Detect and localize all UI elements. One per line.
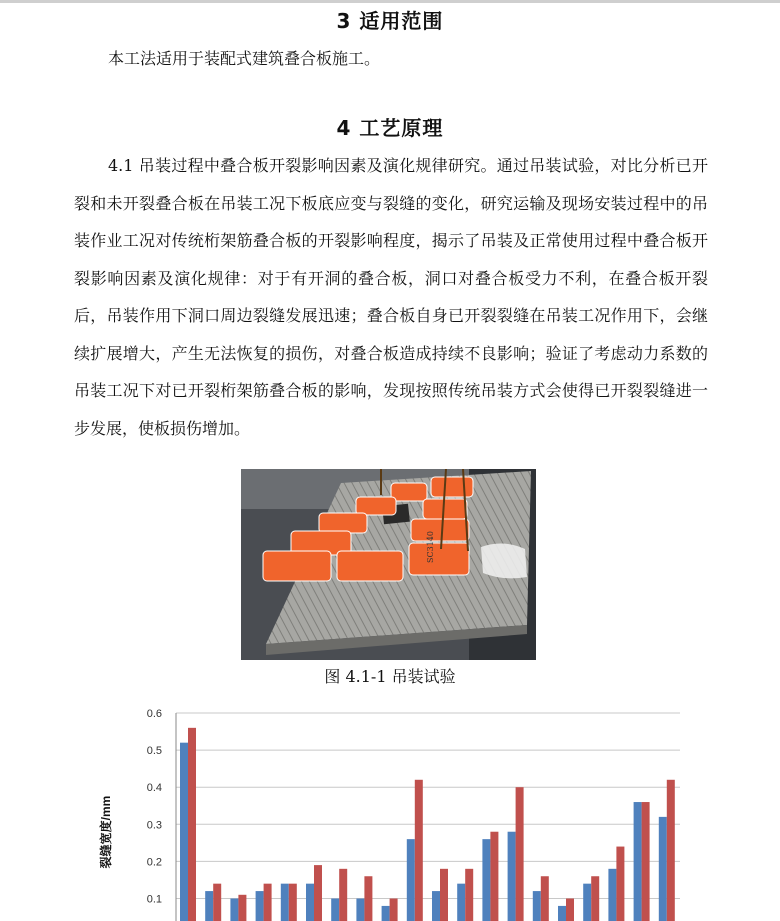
bar bbox=[583, 884, 591, 921]
bar bbox=[541, 876, 549, 921]
bar bbox=[356, 899, 364, 921]
bar bbox=[432, 891, 440, 921]
bar bbox=[516, 787, 524, 921]
bar bbox=[230, 899, 238, 921]
section-4-1-paragraph: 4.1 吊装过程中叠合板开裂影响因素及演化规律研究。通过吊装试验，对比分析已开裂和未开裂叠合板在吊装工况下板底应变与裂缝的变化，研究运输及现场安装过程中的吊装作业工况对传统桁架筋叠合板的开裂影响程度，揭示了吊装及正常使用过程中叠合板开裂影响因素及演化规律：对于有开洞的叠合板，洞口对叠合板受力不利，在叠合板开裂后，吊装作用下洞口周边裂缝发展迅速；叠合板自身已开裂裂缝在吊装工况作用下，会继续扩展增大，产生无法恢复的损伤，对叠合板造成持续不良影响；验证了考虑动力系数的吊装工况下对已开裂桁架筋叠合板的影响，发现按照传统吊装方式会使得已开裂裂缝进一步发展，使板损伤增加。 bbox=[74, 156, 708, 438]
bar bbox=[238, 895, 246, 921]
bar bbox=[415, 780, 423, 921]
bar bbox=[314, 865, 322, 921]
y-tick-label: 0.2 bbox=[146, 856, 162, 869]
y-tick-label: 0.1 bbox=[146, 893, 162, 906]
y-tick-label: 0.6 bbox=[146, 708, 162, 720]
bar bbox=[634, 802, 642, 921]
y-axis-title: 裂缝宽度/mm bbox=[99, 795, 113, 869]
bar bbox=[465, 869, 473, 921]
bar bbox=[558, 906, 566, 921]
bar bbox=[490, 832, 498, 921]
hoisting-test-illustration bbox=[241, 469, 536, 660]
bar bbox=[566, 899, 574, 921]
section-3-text: 本工法适用于装配式建筑叠合板施工。 bbox=[108, 49, 381, 68]
bar bbox=[256, 891, 264, 921]
bar bbox=[188, 728, 196, 921]
bar bbox=[667, 780, 675, 921]
bag-label: SC3140 bbox=[426, 531, 435, 563]
bar bbox=[339, 869, 347, 921]
bar bbox=[457, 884, 465, 921]
section-4-heading: 4 工艺原理 bbox=[336, 116, 444, 140]
y-tick-label: 0.4 bbox=[146, 782, 162, 795]
bar bbox=[264, 884, 272, 921]
page-top-border bbox=[0, 0, 780, 3]
bar bbox=[390, 899, 398, 921]
hoisting-test-photo bbox=[241, 469, 536, 660]
bar bbox=[591, 876, 599, 921]
bar bbox=[508, 832, 516, 921]
y-tick-label: 0.5 bbox=[146, 745, 162, 758]
y-tick-label: 0.3 bbox=[146, 819, 162, 832]
bar bbox=[642, 802, 650, 921]
section-3-heading: 3 适用范围 bbox=[336, 9, 444, 33]
figure-caption: 图 4.1-1 吊装试验 bbox=[324, 667, 456, 686]
bar bbox=[608, 869, 616, 921]
bar bbox=[533, 891, 541, 921]
bar bbox=[331, 899, 339, 921]
bar bbox=[616, 847, 624, 921]
bar bbox=[659, 817, 667, 921]
bar bbox=[482, 839, 490, 921]
bar bbox=[281, 884, 289, 921]
bar bbox=[213, 884, 221, 921]
bar bbox=[440, 869, 448, 921]
bar bbox=[407, 839, 415, 921]
bar bbox=[364, 876, 372, 921]
crack-width-chart bbox=[94, 702, 694, 921]
bar bbox=[289, 884, 297, 921]
bar bbox=[306, 884, 314, 921]
bar bbox=[180, 743, 188, 921]
bar bbox=[382, 906, 390, 921]
bar bbox=[205, 891, 213, 921]
